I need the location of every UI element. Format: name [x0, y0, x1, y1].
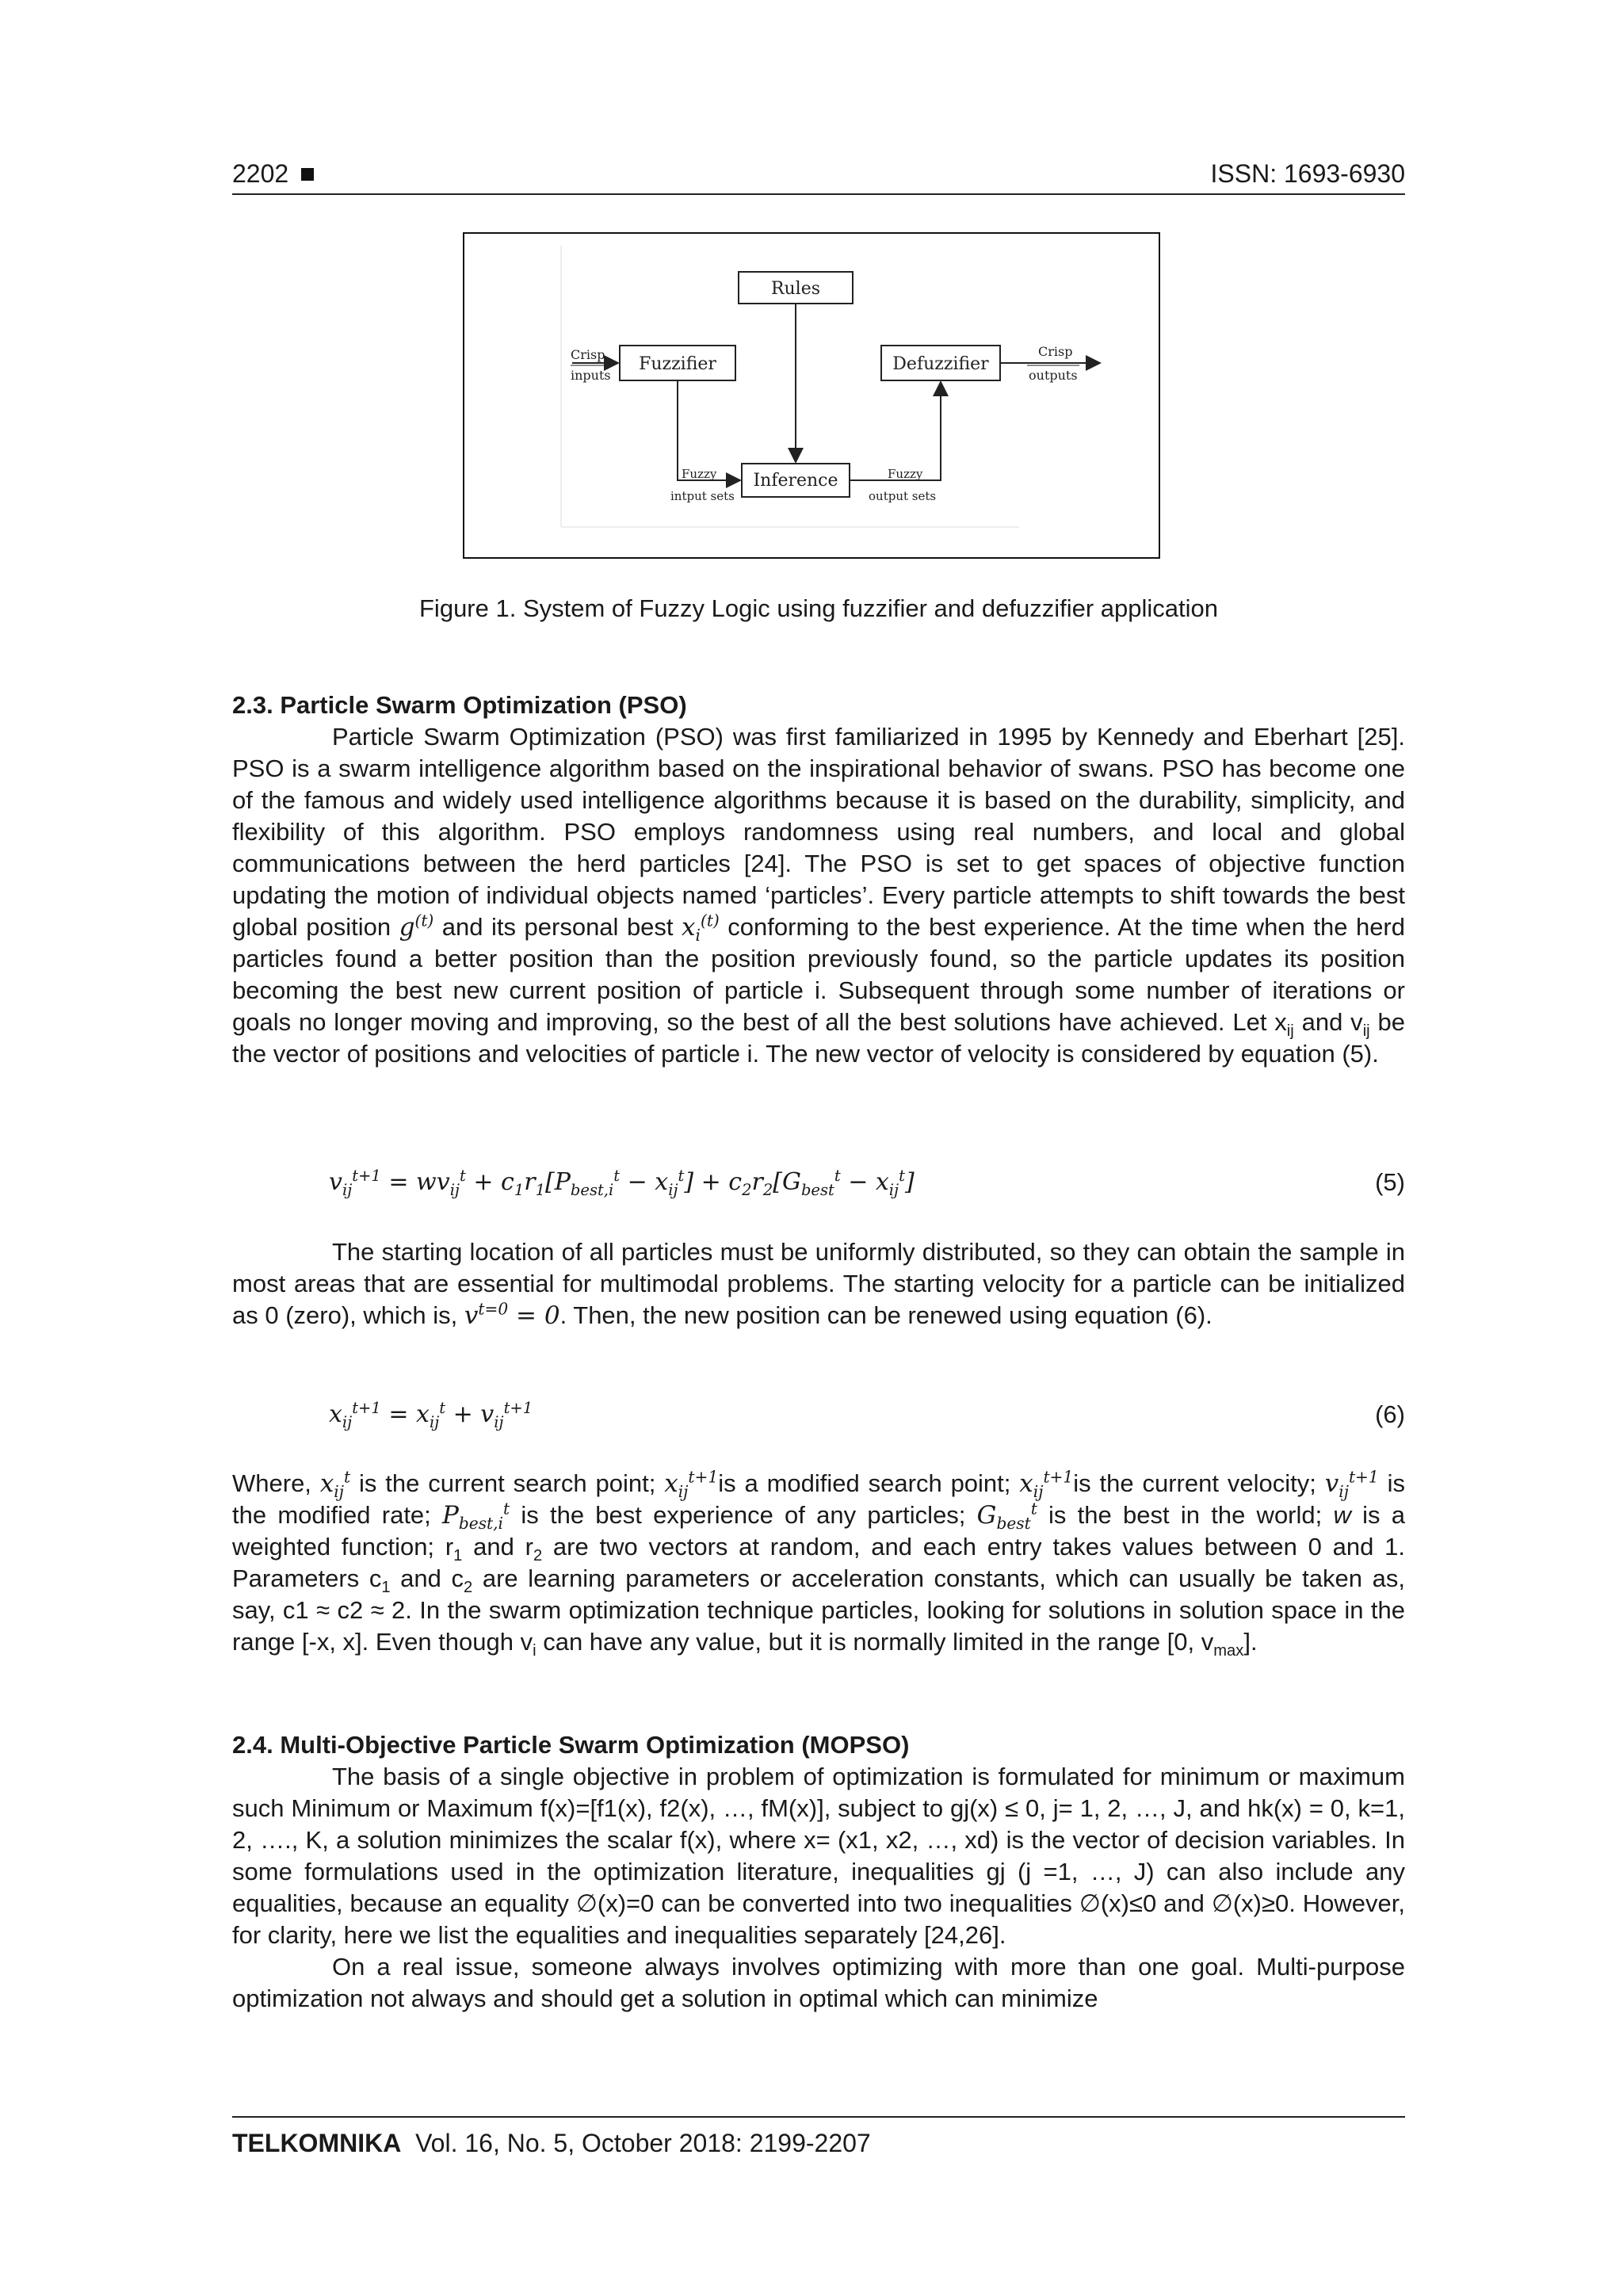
section-2-3-heading: 2.3. Particle Swarm Optimization (PSO): [232, 691, 687, 719]
section-2-4-paragraph-1: The basis of a single objective in problem of optimization is formulated for minimum or maximum such Minimum or Maximum f(x)=[f1(x), f2(x), …, fM(x)], subject to gj(x) ≤ 0, j= 1, 2, …, J, and hk(x) = 0, k=1, 2, …., K, a solution minimizes the scalar f(x), where x= (x1, x2, …, xd) is the vector of decision variables. In some formulations used in the optimization literature, inequalities gj (j =1, …, J) can also include any equalities, because an equality ∅(x)=0 can be converted into two inequalities ∅(x)≤0 and ∅(x)≥0. However, for clarity, here we list the equalities and inequalities separately [24,26].: [232, 1763, 1405, 1949]
section-2-3: [232, 690, 1405, 1070]
fuzzy-output-sets-label-2: output sets: [869, 489, 937, 503]
journal-name: TELKOMNIKA: [232, 2129, 402, 2157]
page-header: [232, 154, 1405, 195]
section-2-3-paragraph-1: Particle Swarm Optimization (PSO) was first familiarized in 1995 by Kennedy and Eberhart [25]. PSO is a swarm intelligence algorithm based on the inspirational behavior of swans. PSO has become one of the famous and widely used intelligence algorithms because it is based on the durability, simplicity, and flexibility of this algorithm. PSO employs randomness using real numbers, and local and global communications between the herd particles [24]. The PSO is set to get spaces of objective function updating the motion of individual objects named ‘particles’. Every particle attempts to shift towards the best global position $g^{(t)}$ and its personal best $x_i^{(t)}$ conforming to the best experience. At the time when the herd particles found a better position than the position previously found, so the particle updates its position becoming the best new current position of particle i. Subsequent through some number of iterations or goals no longer moving and improving, so the best of all the best solutions have achieved. Let $x_{ij}$ and $v_{ij}$ be the vector of positions and velocities of particle i. The new vector of velocity is considered by equation (5).: [232, 723, 1405, 1068]
section-2-4-paragraph-2: On a real issue, someone always involves optimizing with more than one goal. Multi-purpose optimization not always and should get a solution in optimal which can minimize: [232, 1953, 1405, 2012]
crisp-inputs-label-2: inputs: [571, 368, 611, 383]
defuzzifier-label: Defuzzifier: [892, 354, 989, 374]
equation-6: $x_{ij}^{t+1} = x_{ij}^t + v_{ij}^{t+1}$ (6): [329, 1395, 1405, 1435]
page-footer: [232, 2116, 1405, 2160]
section-2-3-part-2: [232, 1236, 1405, 1331]
section-2-3-paragraph-2: The starting location of all particles must be uniformly distributed, so they can obtain the sample in most areas that are essential for multimodal problems. The starting velocity for a particle can be initialized as 0 (zero), which is, $v^{t=0} = 0$. Then, the new position can be renewed using equation (6).: [232, 1238, 1405, 1330]
inference-label: Inference: [753, 471, 838, 491]
fuzzy-input-sets-label-2: intput sets: [670, 489, 735, 503]
square-bullet-icon: [301, 168, 314, 181]
section-2-3-part-3: [232, 1468, 1405, 1658]
equation-5: $v_{ij}^{t+1} = wv_{ij}^t + c_1r_1[P_{best,i}^t - x_{ij}^t] + c_2r_2[G_{best}^t - x_{ij}^t]$ (5): [329, 1163, 1405, 1202]
section-2-4-heading: 2.4. Multi-Objective Particle Swarm Optimization (MOPSO): [232, 1731, 910, 1759]
fuzzy-output-sets-label-1: Fuzzy: [888, 467, 923, 481]
crisp-outputs-label-2: outputs: [1029, 368, 1078, 383]
equation-5-number: (5): [1375, 1168, 1405, 1196]
fuzzy-logic-diagram: [464, 234, 1159, 557]
page-number: 2202: [232, 154, 314, 193]
citation: Vol. 16, No. 5, October 2018: 2199-2207: [415, 2129, 871, 2157]
rules-label: Rules: [770, 279, 821, 299]
fuzzy-input-sets-label-1: Fuzzy: [682, 467, 717, 481]
crisp-inputs-label-1: Crisp: [571, 347, 605, 362]
section-2-4: [232, 1729, 1405, 2015]
equation-6-number: (6): [1375, 1400, 1405, 1428]
section-2-3-paragraph-3: Where, $x_{ij}^t$ is the current search point; $x_{ij}^{t+1}is$ a modified search point; $x_{ij}^{t+1}is$ the current velocity; $v_{ij}^{t+1}$ is the modified rate; $P_{best,i}^t$ is the best experience of any particles; $G_{best}^t$ is the best in the world; w is a weighted function; $r_1$ and $r_2$ are two vectors at random, and each entry takes values between 0 and 1. Parameters $c_1$ and $c_2$ are learning parameters or acceleration constants, which can usually be taken as, say, c1 ≈ c2 ≈ 2. In the swarm optimization technique particles, looking for solutions in solution space in the range [-x, x]. Even though $v_i$ can have any value, but it is normally limited in the range [0, $v_{max}$].: [232, 1467, 1406, 1660]
figure-1-caption: Figure 1. System of Fuzzy Logic using fuzzifier and defuzzifier application: [419, 594, 1218, 622]
fuzzifier-label: Fuzzifier: [639, 354, 716, 374]
issn: ISSN: 1693-6930: [1210, 159, 1405, 188]
crisp-outputs-label-1: Crisp: [1038, 344, 1073, 359]
figure-1: [463, 232, 1160, 559]
